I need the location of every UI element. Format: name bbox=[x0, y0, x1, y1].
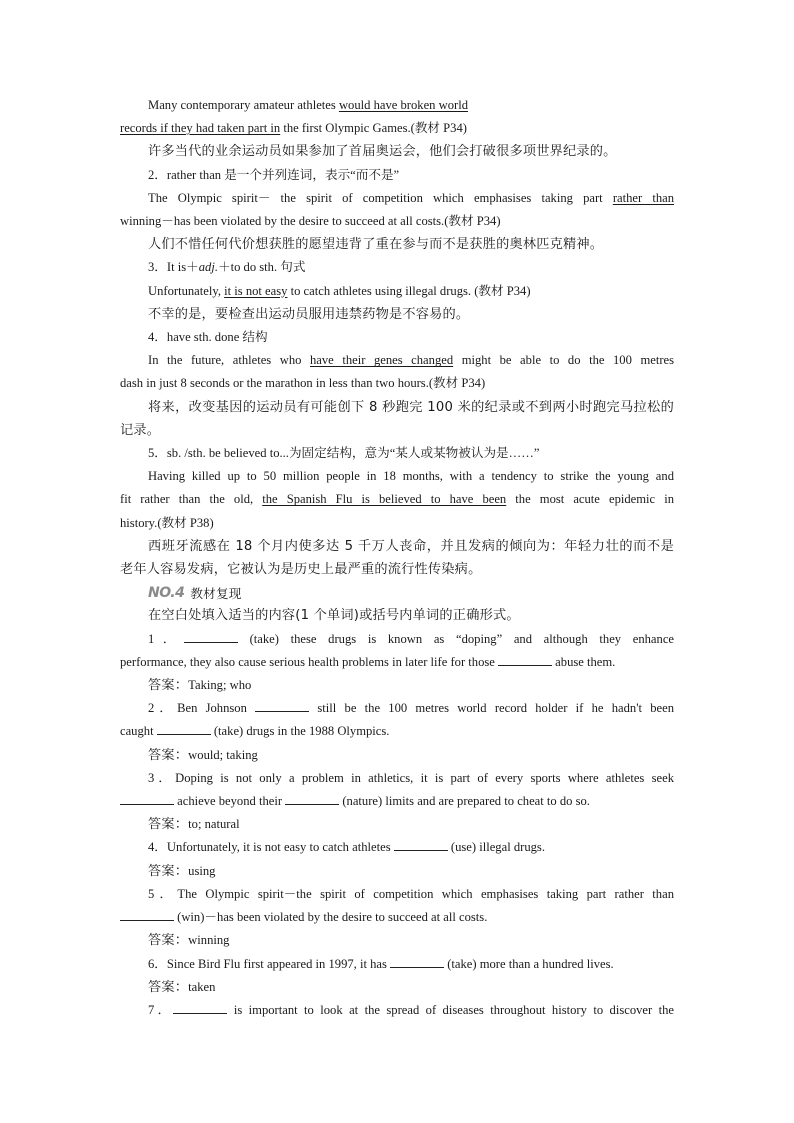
point-heading bbox=[120, 256, 674, 279]
question-2-cont bbox=[120, 720, 674, 743]
question-3: 3．Doping is not only a problem in athletics, it is part of every sports where athletes seek bbox=[148, 770, 674, 785]
text: (use) illegal drugs. bbox=[447, 840, 545, 855]
answer-6 bbox=[120, 976, 674, 999]
answer-3 bbox=[120, 813, 674, 836]
answer-text: Taking; who bbox=[188, 678, 252, 693]
text: 4．Unfortunately, it is not easy to catch athletes bbox=[148, 840, 394, 855]
answer-text: taken bbox=[188, 979, 216, 994]
blank[interactable] bbox=[285, 792, 339, 805]
point-heading: 2．rather than 是一个并列连词，表示“而不是” bbox=[148, 167, 400, 182]
example-line: dash in just 8 seconds or the marathon in less than two hours.(教材 P34) bbox=[120, 376, 486, 391]
translation-line: 西班牙流感在 18 个月内使多达 5 千万人丧命，并且发病的倾向为：年轻力壮的而不是 bbox=[148, 538, 674, 554]
text: abuse them. bbox=[552, 654, 616, 669]
blank[interactable] bbox=[394, 838, 448, 851]
blank[interactable] bbox=[120, 908, 174, 921]
text: to catch athletes using illegal drugs. (教材 P34) bbox=[287, 283, 531, 298]
text: still be the 100 metres world record holder if he hadn't been bbox=[309, 701, 674, 716]
question-1 bbox=[120, 628, 674, 651]
text: performance, they also cause serious health problems in later life for those bbox=[120, 654, 499, 669]
point-heading: 5．sb. /sth. be believed to...为固定结构，意为“某人或某物被认为是……” bbox=[148, 446, 540, 461]
translation-line: 人们不惜任何代价想获胜的愿望违背了重在参与而不是获胜的奥林匹克精神。 bbox=[148, 237, 604, 253]
blank[interactable] bbox=[120, 792, 174, 805]
text: is important to look at the spread of diseases throughout history to discover the bbox=[227, 1002, 674, 1017]
underlined-phrase: the Spanish Flu is believed to have been bbox=[262, 492, 507, 507]
answer-text: using bbox=[188, 863, 216, 878]
answer-text: would; taking bbox=[188, 747, 258, 762]
text: achieve beyond their bbox=[174, 794, 286, 809]
example-line bbox=[120, 187, 674, 210]
instruction: 在空白处填入适当的内容(1 个单词)或括号内单词的正确形式。 bbox=[148, 608, 520, 624]
translation-line: 不幸的是，要检查出运动员服用违禁药物是不容易的。 bbox=[148, 306, 470, 322]
question-7 bbox=[120, 999, 674, 1022]
translation-line: 将来，改变基因的运动员有可能创下 8 秒跑完 100 米的纪录或不到两小时跑完马拉松的 bbox=[148, 399, 674, 415]
answer-5 bbox=[120, 929, 674, 952]
text: 6．Since Bird Flu first appeared in 1997, it has bbox=[148, 956, 391, 971]
example-line bbox=[120, 488, 674, 511]
answer-2 bbox=[120, 744, 674, 767]
blank[interactable] bbox=[390, 955, 444, 968]
example-line: history.(教材 P38) bbox=[120, 515, 214, 530]
answer-text: winning bbox=[188, 933, 230, 948]
text: (take) these drugs is known as “doping” and although they enhance bbox=[237, 631, 675, 646]
example-line: Having killed up to 50 million people in 18 months, with a tendency to strike the young and bbox=[148, 469, 674, 484]
blank[interactable] bbox=[157, 722, 211, 735]
example-line bbox=[120, 349, 674, 372]
blank[interactable] bbox=[173, 1001, 227, 1014]
underlined-phrase: rather than bbox=[612, 190, 674, 205]
text: ＋to do sth. 句式 bbox=[217, 260, 306, 275]
question-5: 5．The Olympic spirit－the spirit of competition which emphasises taking part rather than bbox=[148, 886, 674, 901]
text: 2．Ben Johnson bbox=[148, 701, 256, 716]
text: (take) drugs in the 1988 Olympics. bbox=[210, 724, 390, 739]
question-5-cont bbox=[120, 906, 674, 929]
answer-label: 答案： bbox=[148, 933, 189, 949]
example-line bbox=[120, 280, 674, 303]
example-line bbox=[120, 94, 674, 117]
underlined-phrase: would have broken world bbox=[338, 98, 468, 112]
answer-label: 答案： bbox=[148, 817, 189, 833]
section-badge: NO.4 bbox=[148, 584, 185, 601]
answer-label: 答案： bbox=[148, 863, 189, 879]
text: 1． bbox=[148, 631, 184, 646]
text: (nature) limits and are prepared to cheat to do so. bbox=[339, 794, 590, 809]
underlined-phrase: have their genes changed bbox=[310, 353, 454, 368]
text: In the future, athletes who bbox=[148, 353, 310, 368]
answer-4 bbox=[120, 860, 674, 883]
section-heading bbox=[120, 581, 674, 604]
text: 7． bbox=[148, 1002, 174, 1017]
answer-1 bbox=[120, 674, 674, 697]
question-6 bbox=[120, 953, 674, 976]
section-title: 教材复现 bbox=[190, 586, 242, 602]
text: might be able to do the 100 metres bbox=[453, 353, 675, 368]
text: (take) more than a hundred lives. bbox=[444, 956, 614, 971]
question-3-cont bbox=[120, 790, 674, 813]
question-4 bbox=[120, 836, 674, 859]
text: fit rather than the old, bbox=[120, 492, 263, 507]
answer-label: 答案： bbox=[148, 747, 189, 763]
question-1-cont bbox=[120, 651, 674, 674]
italic-text: adj. bbox=[198, 260, 218, 275]
answer-label: 答案： bbox=[148, 979, 189, 995]
answer-text: to; natural bbox=[188, 817, 240, 832]
text: 3．It is＋ bbox=[148, 260, 199, 275]
underlined-phrase: records if they had taken part in bbox=[120, 121, 281, 136]
blank[interactable] bbox=[255, 699, 309, 712]
text: (win)－has been violated by the desire to succeed at all costs. bbox=[174, 910, 488, 925]
blank[interactable] bbox=[498, 653, 552, 666]
text: the first Olympic Games.(教材 P34) bbox=[280, 121, 467, 136]
question-2 bbox=[120, 697, 674, 720]
example-line bbox=[120, 117, 674, 140]
text: caught bbox=[120, 724, 157, 739]
text: Many contemporary amateur athletes bbox=[148, 98, 339, 112]
underlined-phrase: it is not easy bbox=[224, 283, 288, 298]
blank[interactable] bbox=[184, 630, 238, 643]
translation-line: 老年人容易发病，它被认为是历史上最严重的流行性传染病。 bbox=[120, 562, 482, 578]
text: Unfortunately, bbox=[148, 283, 225, 298]
text: The Olympic spirit－ the spirit of competition which emphasises taking part bbox=[148, 190, 613, 205]
answer-label: 答案： bbox=[148, 678, 189, 694]
translation-line: 许多当代的业余运动员如果参加了首届奥运会，他们会打破很多项世界纪录的。 bbox=[148, 144, 617, 160]
translation-line: 记录。 bbox=[120, 422, 161, 438]
point-heading: 4．have sth. done 结构 bbox=[148, 330, 268, 345]
text: the most acute epidemic in bbox=[506, 492, 674, 507]
document-page bbox=[120, 94, 674, 1022]
example-line: winning－has been violated by the desire to succeed at all costs.(教材 P34) bbox=[120, 214, 501, 229]
